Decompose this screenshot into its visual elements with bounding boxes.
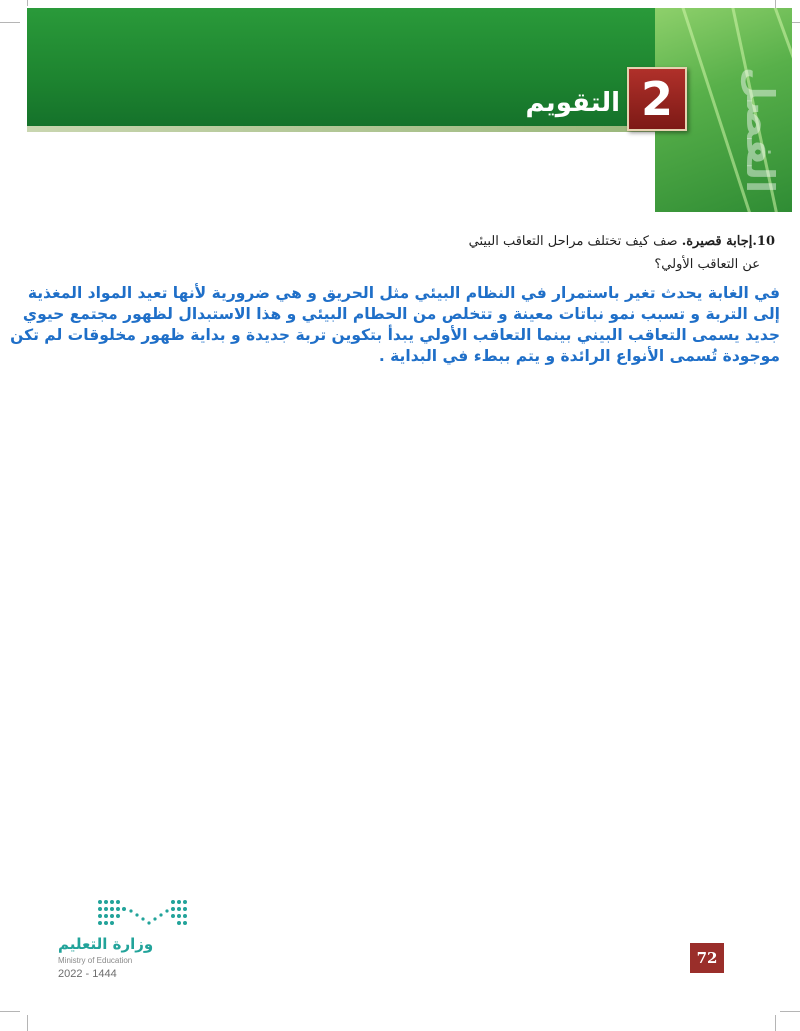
edition-year: 2022 - 1444 bbox=[58, 968, 117, 980]
question-line-2 bbox=[240, 257, 760, 272]
answer-line: موجودة تُسمى الأنواع الرائدة و يتم ببطء في البداية . bbox=[378, 347, 780, 365]
crop-mark bbox=[780, 1011, 800, 1012]
ministry-name-english: Ministry of Education bbox=[58, 956, 133, 965]
answer-line: جديد يسمى التعاقب البيني بينما التعاقب الأولي يبدأ بتكوين تربة جديدة و بداية ظهور مخلوقات لم تكن bbox=[10, 326, 780, 344]
crop-mark bbox=[775, 1015, 776, 1031]
question-label: إجابة قصيرة. bbox=[681, 234, 753, 249]
chapter-number-badge: 2 bbox=[627, 67, 687, 131]
question-number: 10. bbox=[752, 234, 775, 249]
crop-mark bbox=[0, 1011, 20, 1012]
question-text-cont: عن التعاقب الأولي؟ bbox=[654, 257, 760, 272]
answer-line: إلى التربة و تسبب نمو نباتات معينة و تتخلص من الحطام البيئي و هذا الاستبدال لظهور مجتمع حيوي bbox=[22, 305, 780, 323]
crop-mark bbox=[27, 1015, 28, 1031]
answer-line: في الغابة يحدث تغير باستمرار في النظام البيئي مثل الحريق و هي ضرورية لأنها تعيد المواد المغذية bbox=[27, 284, 780, 302]
ministry-name-arabic: وزارة التعليم bbox=[58, 935, 154, 953]
question-line-1 bbox=[255, 234, 775, 249]
crop-mark bbox=[0, 22, 20, 23]
ministry-logo-icon bbox=[95, 897, 195, 931]
chapter-word: الفصل bbox=[738, 66, 782, 193]
answer-text bbox=[10, 283, 780, 367]
question-text: صف كيف تختلف مراحل التعاقب البيئي bbox=[468, 234, 678, 249]
crop-mark bbox=[27, 0, 28, 6]
section-title: التقويم bbox=[525, 88, 620, 118]
page-number: 72 bbox=[690, 943, 724, 973]
